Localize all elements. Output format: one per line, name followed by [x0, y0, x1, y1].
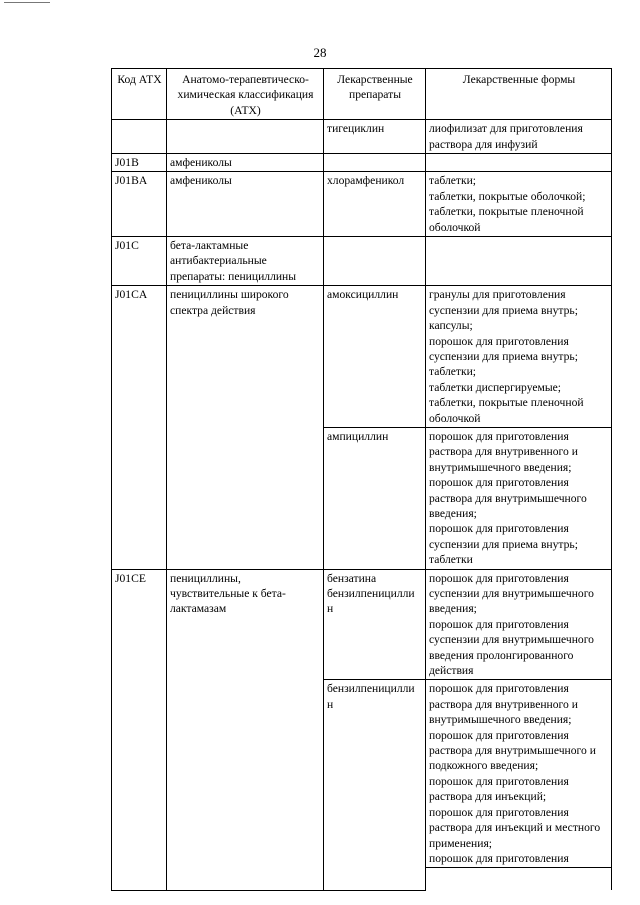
cell-classification: бета-лактамные антибактериальные препараты: пенициллины — [167, 237, 324, 286]
cell-drug — [324, 154, 426, 172]
table-header-row — [112, 69, 612, 120]
header-forms: Лекарственные формы — [426, 69, 612, 120]
scan-artifact-mark — [4, 2, 50, 7]
page-number: 28 — [313, 45, 327, 60]
cell-classification: пенициллины, чувствительные к бета- лактамазам — [167, 569, 324, 890]
table-row — [112, 154, 612, 172]
cell-classification: пенициллины широкого спектра действия — [167, 286, 324, 569]
cell-classification: амфениколы — [167, 154, 324, 172]
table-row — [112, 286, 612, 428]
header-drugs: Лекарственные препараты — [324, 69, 426, 120]
atx-table — [111, 68, 612, 891]
cell-drug — [324, 237, 426, 286]
header-code: Код АТХ — [112, 69, 167, 120]
cell-forms-continuation — [426, 868, 612, 891]
cell-drug: амоксициллин — [324, 286, 426, 428]
cell-forms: гранулы для приготовления суспензии для приема внутрь; капсулы; порошок для приготовления суспензии для приема внутрь; таблетки; таблетки диспергируемые; таблетки, покрытые пленочной оболочкой — [426, 286, 612, 428]
cell-code: J01BA — [112, 172, 167, 237]
cell-classification: амфениколы — [167, 172, 324, 237]
cell-drug: тигециклин — [324, 120, 426, 154]
table-row — [112, 172, 612, 237]
cell-forms: таблетки; таблетки, покрытые оболочкой; таблетки, покрытые пленочной оболочкой — [426, 172, 612, 237]
cell-drug: хлорамфеникол — [324, 172, 426, 237]
cell-drug: бензатина бензилпеницилли н — [324, 569, 426, 680]
cell-forms: порошок для приготовления суспензии для внутримышечного введения; порошок для приготовления суспензии для внутримышечного введения пролонгированного действия — [426, 569, 612, 680]
cell-forms: порошок для приготовления раствора для внутривенного и внутримышечного введения; порошок для приготовления раствора для внутримышечного и подкожного введения; порошок для приготовления раствора для инъекций; порошок для приготовления раствора для инъекций и местного применения; порошок для приготовления — [426, 680, 612, 868]
cell-forms: лиофилизат для приготовления раствора для инфузий — [426, 120, 612, 154]
table-row — [112, 569, 612, 680]
cell-drug: ампициллин — [324, 427, 426, 569]
cell-classification — [167, 120, 324, 154]
cell-drug: бензилпеницилли н — [324, 680, 426, 890]
cell-code: J01C — [112, 237, 167, 286]
cell-forms — [426, 154, 612, 172]
cell-forms: порошок для приготовления раствора для внутривенного и внутримышечного введения; порошок для приготовления раствора для внутримышечного введения; порошок для приготовления суспензии для приема внутрь; таблетки — [426, 427, 612, 569]
table-row — [112, 237, 612, 286]
header-classification: Анатомо-терапевтическо- химическая классификация (АТХ) — [167, 69, 324, 120]
cell-code — [112, 120, 167, 154]
cell-forms — [426, 237, 612, 286]
table-row — [112, 120, 612, 154]
cell-code: J01CE — [112, 569, 167, 890]
cell-code: J01B — [112, 154, 167, 172]
cell-code: J01CA — [112, 286, 167, 569]
